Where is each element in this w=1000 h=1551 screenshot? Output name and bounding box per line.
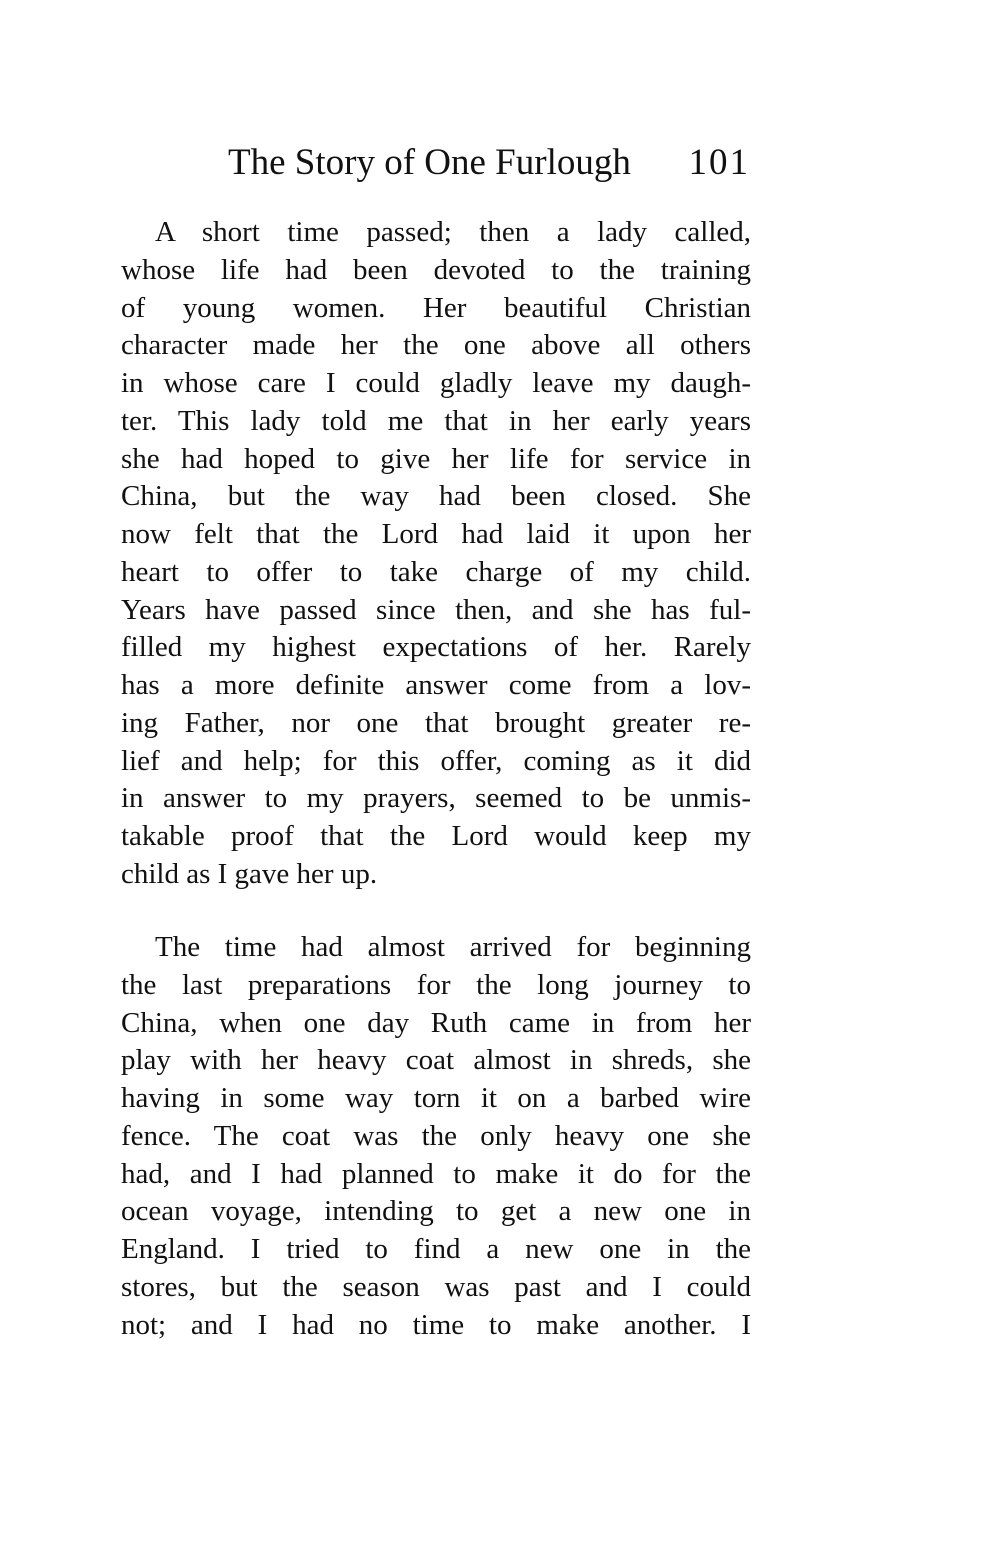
- text-line: the last preparations for the long journey to: [121, 968, 751, 1001]
- text-line: in whose care I could gladly leave my daugh-: [121, 367, 751, 399]
- text-line: takable proof that the Lord would keep my: [121, 820, 751, 852]
- text-line: had, and I had planned to make it do for the: [121, 1157, 751, 1190]
- paragraph-2: [121, 929, 751, 1344]
- text-line: China, when one day Ruth came in from her: [121, 1006, 751, 1039]
- text-line: ter. This lady told me that in her early years: [121, 404, 751, 437]
- text-line: fence. The coat was the only heavy one she: [121, 1119, 751, 1152]
- text-line: has a more definite answer come from a lov-: [121, 669, 751, 701]
- text-line: A short time passed; then a lady called,: [155, 216, 751, 248]
- running-header: [228, 138, 750, 188]
- text-line: Years have passed since then, and she has ful-: [121, 593, 751, 626]
- paragraph-1: [121, 214, 751, 894]
- page-number: 101: [688, 142, 750, 183]
- text-line: in answer to my prayers, seemed to be unmis-: [121, 782, 751, 815]
- text-line: ocean voyage, intending to get a new one in: [121, 1195, 751, 1228]
- text-line: not; and I had no time to make another. I: [121, 1308, 751, 1341]
- text-line: The time had almost arrived for beginning: [155, 931, 751, 963]
- text-line: China, but the way had been closed. She: [121, 480, 751, 513]
- text-line: stores, but the season was past and I could: [121, 1270, 751, 1303]
- text-line: filled my highest expectations of her. Rarely: [121, 631, 751, 664]
- text-line: of young women. Her beautiful Christian: [121, 291, 751, 324]
- text-line: England. I tried to find a new one in the: [121, 1233, 751, 1265]
- text-line: having in some way torn it on a barbed wire: [121, 1082, 751, 1114]
- text-line: lief and help; for this offer, coming as it did: [121, 744, 751, 777]
- text-line: play with her heavy coat almost in shreds, she: [121, 1044, 751, 1077]
- text-line: now felt that the Lord had laid it upon her: [121, 518, 751, 550]
- text-line: ing Father, nor one that brought greater re-: [121, 706, 751, 739]
- text-line: heart to offer to take charge of my child.: [121, 555, 751, 588]
- text-line: she had hoped to give her life for service in: [121, 442, 751, 475]
- text-line: whose life had been devoted to the training: [121, 253, 751, 286]
- running-title: The Story of One Furlough: [228, 142, 631, 183]
- scan-speck: [3, 42, 7, 46]
- text-line: character made her the one above all others: [121, 329, 751, 362]
- text-line: child as I gave her up.: [121, 857, 378, 890]
